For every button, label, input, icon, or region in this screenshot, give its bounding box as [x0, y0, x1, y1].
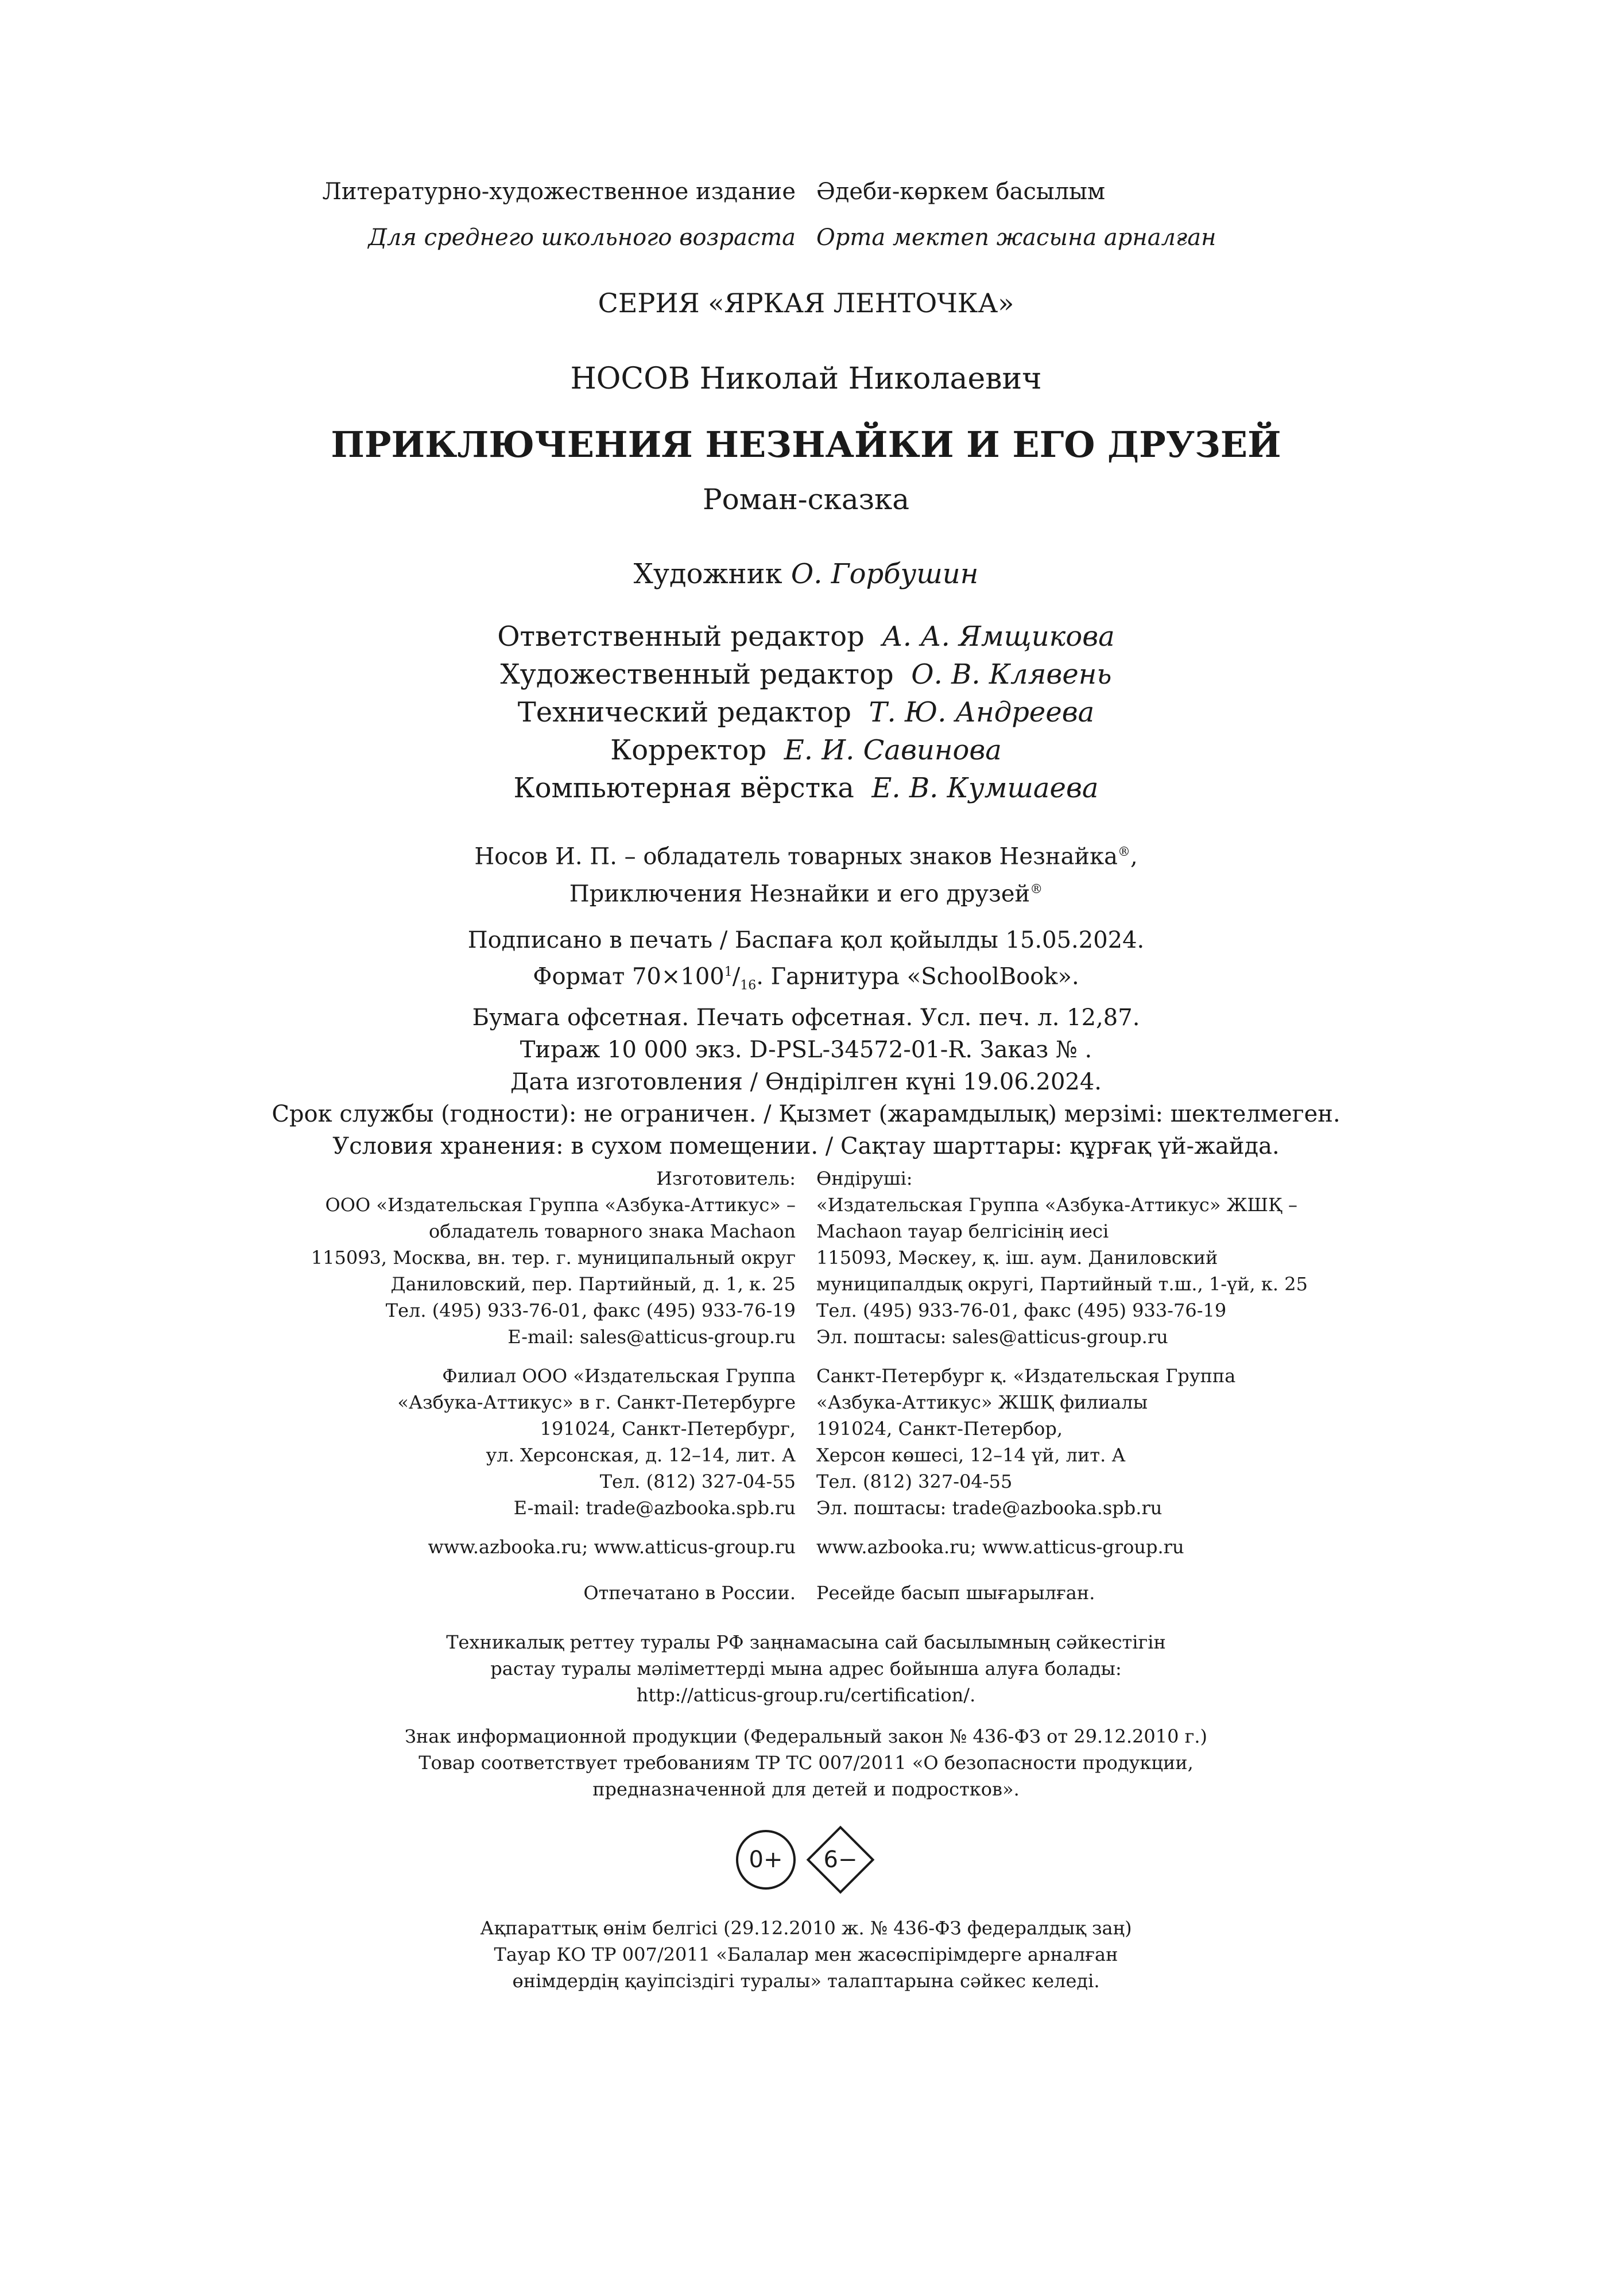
- age-rating-diamond-label: 6−: [823, 1847, 858, 1873]
- editor-credit: [0, 618, 1612, 656]
- editor-credit: [0, 693, 1612, 731]
- edition-type-kz: Әдеби-көркем басылым: [816, 179, 1106, 205]
- trademark-notice: [0, 836, 1612, 911]
- manufacture-date: Дата изготовления / Өндірілген күні 19.06.2024.: [510, 1069, 1102, 1096]
- trademark-comma: ,: [1130, 843, 1138, 870]
- author-name: НОСОВ Николай Николаевич: [570, 362, 1042, 396]
- format-line: Формат $70\times 100^1/_{16}$. Гарнитура «SchoolBook».: [533, 963, 1079, 993]
- registered-mark: ®: [1117, 845, 1130, 859]
- websites-ru: www.azbooka.ru; www.atticus-group.ru: [428, 1536, 796, 1558]
- websites-kz: www.azbooka.ru; www.atticus-group.ru: [816, 1536, 1184, 1558]
- editor-name: Е. И. Савинова: [784, 734, 1002, 766]
- registered-mark: ®: [1030, 882, 1043, 897]
- manufacturer-kz: Өндіруші: «Издательская Группа «Азбука-Аттикус» ЖШҚ – Machaon тауар белгісінің иесі 115093, Мәскеу, қ. іш. аум. Даниловский муниципалдық округі, Партийный т.ш., 1-үй, к. 25 Тел. (495) 933-76-01, факс (495) 933-76-19 Эл. поштасы: sales@atticus-group.ru: [816, 1168, 1308, 1348]
- editor-name: Т. Ю. Андреева: [869, 696, 1095, 728]
- paper-line: Бумага офсетная. Печать офсетная. Усл. печ. л. 12,87.: [472, 1004, 1140, 1031]
- websites-row: [0, 1534, 1612, 1560]
- editor-credit: [0, 656, 1612, 693]
- age-rating-diamond-icon: [806, 1825, 875, 1894]
- info-product-law-ru: Знак информационной продукции (Федеральный закон № 436-ФЗ от 29.12.2010 г.) Товар соответствует требованиям ТР ТС 007/2011 «О безопасности продукции, предназначенной для детей и подростков».: [404, 1725, 1208, 1800]
- run-line: Тираж 10 000 экз. D-PSL-34572-01-R. Заказ № .: [520, 1037, 1092, 1064]
- editor-role: Художественный редактор: [500, 658, 894, 691]
- edition-type-ru: Литературно-художественное издание: [322, 179, 796, 205]
- editors-credits: [0, 618, 1612, 807]
- age-group-row: [0, 215, 1612, 261]
- printed-in-row: [0, 1580, 1612, 1606]
- branch-block: [0, 1363, 1612, 1521]
- editor-credit: [0, 731, 1612, 769]
- book-title: ПРИКЛЮЧЕНИЯ НЕЗНАЙКИ И ЕГО ДРУЗЕЙ: [331, 424, 1281, 466]
- age-rating-circle-icon: 0+: [736, 1830, 796, 1890]
- printed-in-kz: Ресейде басып шығарылған.: [816, 1582, 1095, 1604]
- print-details: [0, 924, 1612, 1162]
- editor-name: А. А. Ямщикова: [882, 620, 1115, 653]
- trademark-line-1: Носов И. П. – обладатель товарных знаков Незнайка: [474, 843, 1118, 870]
- editor-credit: [0, 769, 1612, 807]
- editor-role: Корректор: [610, 734, 767, 766]
- editor-role: Ответственный редактор: [497, 620, 865, 653]
- printed-in-ru: Отпечатано в России.: [583, 1582, 796, 1604]
- branch-kz: Санкт-Петербург қ. «Издательская Группа «Азбука-Аттикус» ЖШҚ филиалы 191024, Санкт-Петербор, Херсон көшесі, 12–14 үй, лит. А Тел. (812) 327-04-55 Эл. поштасы: trade@azbooka.spb.ru: [816, 1365, 1236, 1519]
- edition-type-row: [0, 169, 1612, 215]
- trademark-line-2: Приключения Незнайки и его друзей: [569, 881, 1030, 907]
- manufacturer-block: [0, 1165, 1612, 1350]
- age-group-kz: Орта мектеп жасына арналған: [816, 224, 1216, 251]
- info-product-law-kz: Ақпараттық өнім белгісі (29.12.2010 ж. № 436-ФЗ федералдық заң) Тауар КО ТР 007/2011 «Балалар мен жасөспірімдерге арналған өнімдердің қауіпсіздігі туралы» талаптарына сәйкес келеді.: [480, 1917, 1132, 1992]
- shelf-life: Срок службы (годности): не ограничен. / Қызмет (жарамдылық) мерзімі: шектелмеген.: [272, 1101, 1340, 1128]
- artist-role: Художник: [633, 558, 782, 590]
- editor-role: Компьютерная вёрстка: [513, 772, 854, 804]
- editor-name: О. В. Клявень: [911, 658, 1112, 691]
- editor-name: Е. В. Кумшаева: [871, 772, 1099, 804]
- age-rating-marks: [731, 1825, 892, 1894]
- book-genre: Роман-сказка: [702, 483, 910, 516]
- artist-name: О. Горбушин: [790, 558, 979, 590]
- manufacturer-ru: Изготовитель: ООО «Издательская Группа «Азбука-Аттикус» – обладатель товарного знака Machaon 115093, Москва, вн. тер. г. муниципальный округ Даниловский, пер. Партийный, д. 1, к. 25 Тел. (495) 933-76-01, факс (495) 933-76-19 E-mail: sales@atticus-group.ru: [311, 1168, 796, 1348]
- storage-conditions: Условия хранения: в сухом помещении. / Сақтау шарттары: құрғақ үй-жайда.: [332, 1133, 1280, 1160]
- editor-role: Технический редактор: [517, 696, 851, 728]
- artist-credit: [0, 551, 1612, 597]
- branch-ru: Филиал ООО «Издательская Группа «Азбука-Аттикус» в г. Санкт-Петербурге 191024, Санкт-Петербург, ул. Херсонская, д. 12–14, лит. А Тел. (812) 327-04-55 E-mail: trade@azbooka.spb.ru: [397, 1365, 796, 1519]
- signed-date: Подписано в печать / Баспаға қол қойылды 15.05.2024.: [467, 927, 1145, 953]
- series-name: СЕРИЯ «ЯРКАЯ ЛЕНТОЧКА»: [598, 288, 1014, 319]
- certification-notice: Техникалық реттеу туралы РФ заңнамасына сай басылымның сәйкестігін растау туралы мәліметтерді мына адрес бойынша алуға болады: http://atticus-group.ru/certification/.: [446, 1631, 1166, 1706]
- age-group-ru: Для среднего школьного возраста: [368, 224, 796, 251]
